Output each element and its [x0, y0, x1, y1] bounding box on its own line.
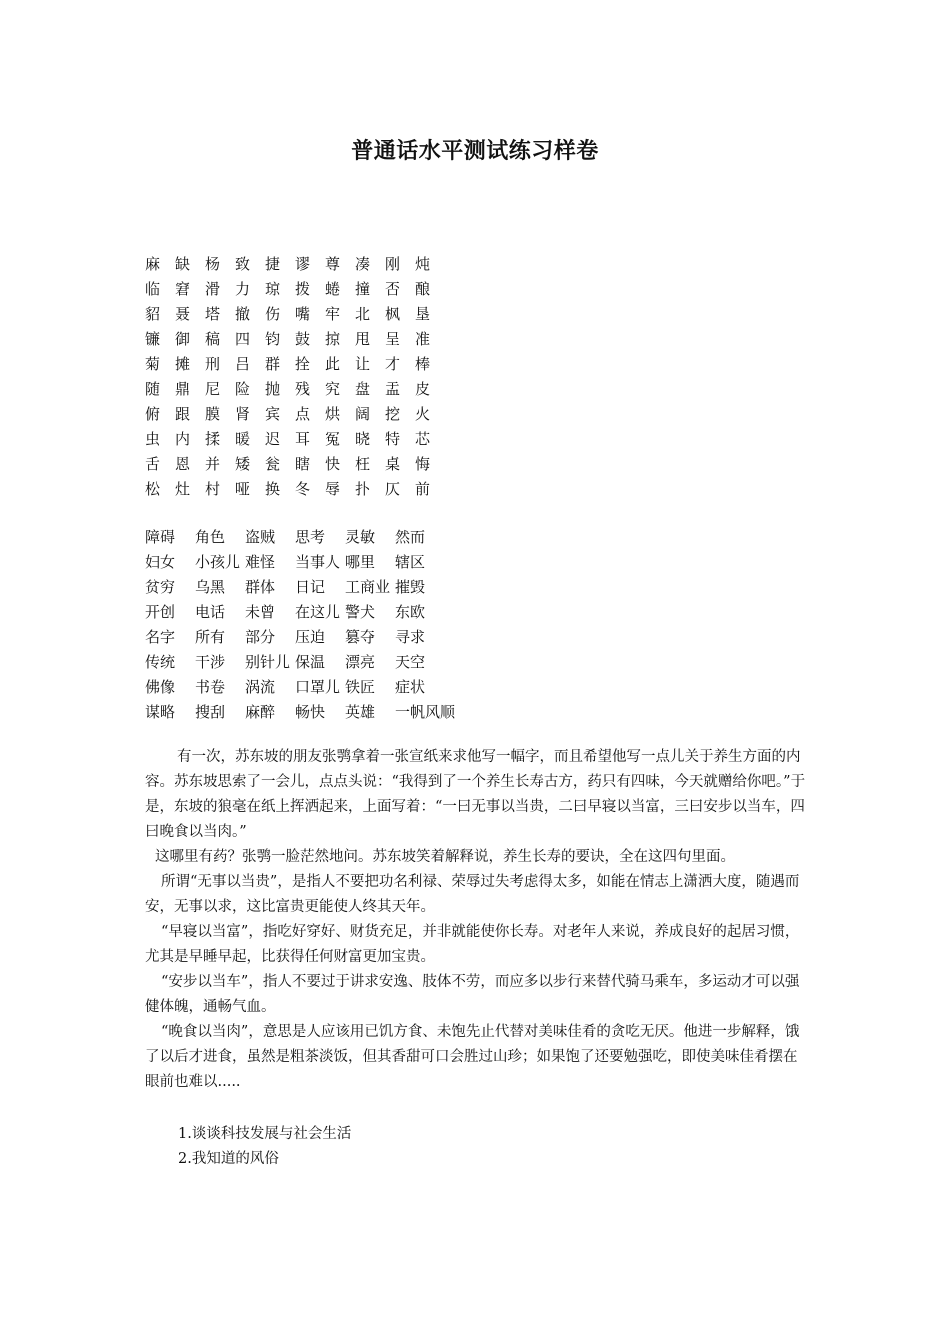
word-cell: 铁匠 — [345, 678, 376, 696]
char-cell: 炖 — [415, 255, 431, 273]
char-cell: 扑 — [355, 480, 371, 498]
char-cell: 群 — [265, 355, 281, 373]
char-cell: 麻 — [145, 255, 161, 273]
char-cell: 刑 — [205, 355, 221, 373]
char-cell: 镰 — [145, 330, 161, 348]
passage-paragraph: “晚食以当肉”，意思是人应该用已饥方食、未饱先止代替对美味佳肴的贪吃无厌。他进一步解释，饿了以后才进食，虽然是粗茶淡饭，但其香甜可口会胜过山珍；如果饱了还要勉强吃，即使美味佳肴摆在眼前也难以..... — [145, 1024, 800, 1090]
word-cell: 当事人 — [295, 553, 341, 571]
char-cell: 烘 — [325, 405, 341, 423]
char-cell: 谬 — [295, 255, 311, 273]
char-row — [145, 252, 445, 277]
word-cell: 压迫 — [295, 628, 326, 646]
char-cell: 否 — [385, 280, 401, 298]
reading-passage — [145, 745, 810, 1095]
char-cell: 掠 — [325, 330, 341, 348]
char-row — [145, 302, 445, 327]
word-cell: 难怪 — [245, 553, 276, 571]
char-cell: 钧 — [265, 330, 281, 348]
char-cell: 恩 — [175, 455, 191, 473]
word-row — [145, 600, 445, 625]
word-cell: 漂亮 — [345, 653, 376, 671]
word-cell: 干涉 — [195, 653, 226, 671]
word-cell: 哪里 — [345, 553, 376, 571]
char-cell: 阔 — [355, 405, 371, 423]
char-cell: 嘴 — [295, 305, 311, 323]
word-cell: 口罩儿 — [295, 678, 341, 696]
char-cell: 挖 — [385, 405, 401, 423]
char-cell: 摊 — [175, 355, 191, 373]
word-cell: 然而 — [395, 528, 426, 546]
char-row — [145, 277, 445, 302]
char-cell: 缺 — [175, 255, 191, 273]
char-cell: 力 — [235, 280, 251, 298]
char-cell: 冬 — [295, 480, 311, 498]
char-cell: 瓮 — [265, 455, 281, 473]
char-cell: 险 — [235, 380, 251, 398]
word-cell: 天空 — [395, 653, 426, 671]
char-cell: 仄 — [385, 480, 401, 498]
word-cell: 症状 — [395, 678, 426, 696]
char-cell: 聂 — [175, 305, 191, 323]
word-cell: 传统 — [145, 653, 176, 671]
word-cell: 别针儿 — [245, 653, 291, 671]
word-row — [145, 700, 456, 725]
char-row — [145, 452, 445, 477]
char-cell: 窘 — [175, 280, 191, 298]
word-cell: 英雄 — [345, 703, 376, 721]
passage-paragraph: “安步以当车”，指人不要过于讲求安逸、肢体不劳，而应多以步行来替代骑马乘车，多运动才可以强健体魄，通畅气血。 — [145, 974, 800, 1015]
char-cell: 瞎 — [295, 455, 311, 473]
char-cell: 皮 — [415, 380, 431, 398]
char-cell: 尊 — [325, 255, 341, 273]
word-cell: 名字 — [145, 628, 176, 646]
word-cell: 部分 — [245, 628, 276, 646]
char-cell: 宾 — [265, 405, 281, 423]
char-cell: 临 — [145, 280, 161, 298]
char-cell: 塔 — [205, 305, 221, 323]
char-cell: 鼓 — [295, 330, 311, 348]
word-cell: 所有 — [195, 628, 226, 646]
single-character-grid — [145, 252, 445, 502]
char-cell: 松 — [145, 480, 161, 498]
word-row — [145, 575, 445, 600]
char-cell: 呈 — [385, 330, 401, 348]
char-cell: 俯 — [145, 405, 161, 423]
char-cell: 抛 — [265, 380, 281, 398]
char-cell: 滑 — [205, 280, 221, 298]
word-list — [145, 525, 456, 725]
char-cell: 随 — [145, 380, 161, 398]
char-cell: 盂 — [385, 380, 401, 398]
char-row — [145, 402, 445, 427]
char-cell: 甩 — [355, 330, 371, 348]
word-cell: 角色 — [195, 528, 226, 546]
char-cell: 捷 — [265, 255, 281, 273]
word-cell: 工商业 — [345, 578, 391, 596]
char-cell: 耳 — [295, 430, 311, 448]
char-cell: 致 — [235, 255, 251, 273]
char-cell: 内 — [175, 430, 191, 448]
passage-paragraph: 所谓“无事以当贵”，是指人不要把功名利禄、荣辱过失考虑得太多，如能在情志上潇洒大度，随遇而安，无事以求，这比富贵更能使人终其天年。 — [145, 874, 800, 915]
char-cell: 芯 — [415, 430, 431, 448]
char-cell: 蜷 — [325, 280, 341, 298]
char-cell: 菊 — [145, 355, 161, 373]
char-cell: 御 — [175, 330, 191, 348]
char-cell: 撞 — [355, 280, 371, 298]
char-row — [145, 352, 445, 377]
char-cell: 吕 — [235, 355, 251, 373]
char-cell: 迟 — [265, 430, 281, 448]
word-cell: 小孩儿 — [195, 553, 241, 571]
word-cell: 灵敏 — [345, 528, 376, 546]
word-cell: 一帆风顺 — [395, 703, 456, 721]
char-cell: 撤 — [235, 305, 251, 323]
char-cell: 点 — [295, 405, 311, 423]
char-cell: 火 — [415, 405, 431, 423]
word-cell: 东欧 — [395, 603, 426, 621]
char-cell: 此 — [325, 355, 341, 373]
char-cell: 枉 — [355, 455, 371, 473]
char-cell: 灶 — [175, 480, 191, 498]
word-cell: 畅快 — [295, 703, 326, 721]
word-cell: 警犬 — [345, 603, 376, 621]
char-cell: 舌 — [145, 455, 161, 473]
passage-paragraph: “早寝以当富”，指吃好穿好、财货充足，并非就能使你长寿。对老年人来说，养成良好的起居习惯，尤其是早睡早起，比获得任何财富更加宝贵。 — [145, 924, 800, 965]
char-cell: 拴 — [295, 355, 311, 373]
char-cell: 桌 — [385, 455, 401, 473]
char-cell: 哑 — [235, 480, 251, 498]
word-cell: 麻醉 — [245, 703, 276, 721]
word-row — [145, 625, 445, 650]
word-cell: 障碍 — [145, 528, 176, 546]
char-cell: 矮 — [235, 455, 251, 473]
word-cell: 妇女 — [145, 553, 176, 571]
topic-item: 2.我知道的风俗 — [178, 1151, 279, 1167]
char-cell: 貂 — [145, 305, 161, 323]
char-cell: 才 — [385, 355, 401, 373]
word-cell: 寻求 — [395, 628, 426, 646]
word-cell: 涡流 — [245, 678, 276, 696]
word-cell: 未曾 — [245, 603, 276, 621]
char-cell: 村 — [205, 480, 221, 498]
char-cell: 前 — [415, 480, 431, 498]
word-row — [145, 675, 445, 700]
char-cell: 揉 — [205, 430, 221, 448]
word-cell: 佛像 — [145, 678, 176, 696]
char-cell: 虫 — [145, 430, 161, 448]
char-cell: 残 — [295, 380, 311, 398]
char-row — [145, 427, 445, 452]
word-cell: 思考 — [295, 528, 326, 546]
word-cell: 在这儿 — [295, 603, 341, 621]
char-cell: 悔 — [415, 455, 431, 473]
char-cell: 冤 — [325, 430, 341, 448]
char-row — [145, 377, 445, 402]
word-cell: 开创 — [145, 603, 176, 621]
word-cell: 谋略 — [145, 703, 176, 721]
char-cell: 拨 — [295, 280, 311, 298]
char-cell: 膜 — [205, 405, 221, 423]
char-cell: 换 — [265, 480, 281, 498]
char-cell: 让 — [355, 355, 371, 373]
word-cell: 群体 — [245, 578, 276, 596]
word-cell: 贫穷 — [145, 578, 176, 596]
char-cell: 快 — [325, 455, 341, 473]
char-row — [145, 477, 445, 502]
char-cell: 棒 — [415, 355, 431, 373]
word-row — [145, 525, 445, 550]
char-cell: 凑 — [355, 255, 371, 273]
char-cell: 垦 — [415, 305, 431, 323]
char-cell: 暖 — [235, 430, 251, 448]
char-row — [145, 327, 445, 352]
word-cell: 摧毁 — [395, 578, 426, 596]
char-cell: 牢 — [325, 305, 341, 323]
char-cell: 特 — [385, 430, 401, 448]
char-cell: 盘 — [355, 380, 371, 398]
passage-paragraph: 这哪里有药？张鹗一脸茫然地问。苏东坡笑着解释说，养生长寿的要诀，全在这四句里面。 — [155, 849, 735, 865]
page-title: 普通话水平测试练习样卷 — [351, 139, 599, 164]
word-cell: 日记 — [295, 578, 326, 596]
char-cell: 枫 — [385, 305, 401, 323]
char-cell: 北 — [355, 305, 371, 323]
char-cell: 稿 — [205, 330, 221, 348]
char-cell: 四 — [235, 330, 251, 348]
topic-item: 1.谈谈科技发展与社会生活 — [178, 1126, 352, 1142]
word-cell: 搜刮 — [195, 703, 226, 721]
char-cell: 伤 — [265, 305, 281, 323]
word-row — [145, 650, 445, 675]
word-cell: 电话 — [195, 603, 226, 621]
char-cell: 琼 — [265, 280, 281, 298]
word-cell: 书卷 — [195, 678, 226, 696]
char-cell: 尼 — [205, 380, 221, 398]
char-cell: 跟 — [175, 405, 191, 423]
char-cell: 杨 — [205, 255, 221, 273]
speaking-topics — [178, 1122, 351, 1172]
char-cell: 肾 — [235, 405, 251, 423]
char-cell: 酿 — [415, 280, 431, 298]
word-cell: 盗贼 — [245, 528, 276, 546]
word-cell: 篡夺 — [345, 628, 376, 646]
char-cell: 辱 — [325, 480, 341, 498]
char-cell: 晓 — [355, 430, 371, 448]
passage-paragraph: 有一次，苏东坡的朋友张鹗拿着一张宣纸来求他写一幅字，而且希望他写一点儿关于养生方面的内容。苏东坡思索了一会儿，点点头说：“我得到了一个养生长寿古方，药只有四味，今天就赠给你吧。”于是，东坡的狼毫在纸上挥洒起来，上面写着：“一曰无事以当贵，二曰早寝以当富，三曰安步以当车，四曰晚食以当肉。” — [145, 749, 806, 840]
char-cell: 刚 — [385, 255, 401, 273]
word-row — [145, 550, 445, 575]
word-cell: 保温 — [295, 653, 326, 671]
char-cell: 准 — [415, 330, 431, 348]
char-cell: 并 — [205, 455, 221, 473]
char-cell: 鼎 — [175, 380, 191, 398]
char-cell: 究 — [325, 380, 341, 398]
word-cell: 辖区 — [395, 553, 426, 571]
word-cell: 乌黑 — [195, 578, 226, 596]
